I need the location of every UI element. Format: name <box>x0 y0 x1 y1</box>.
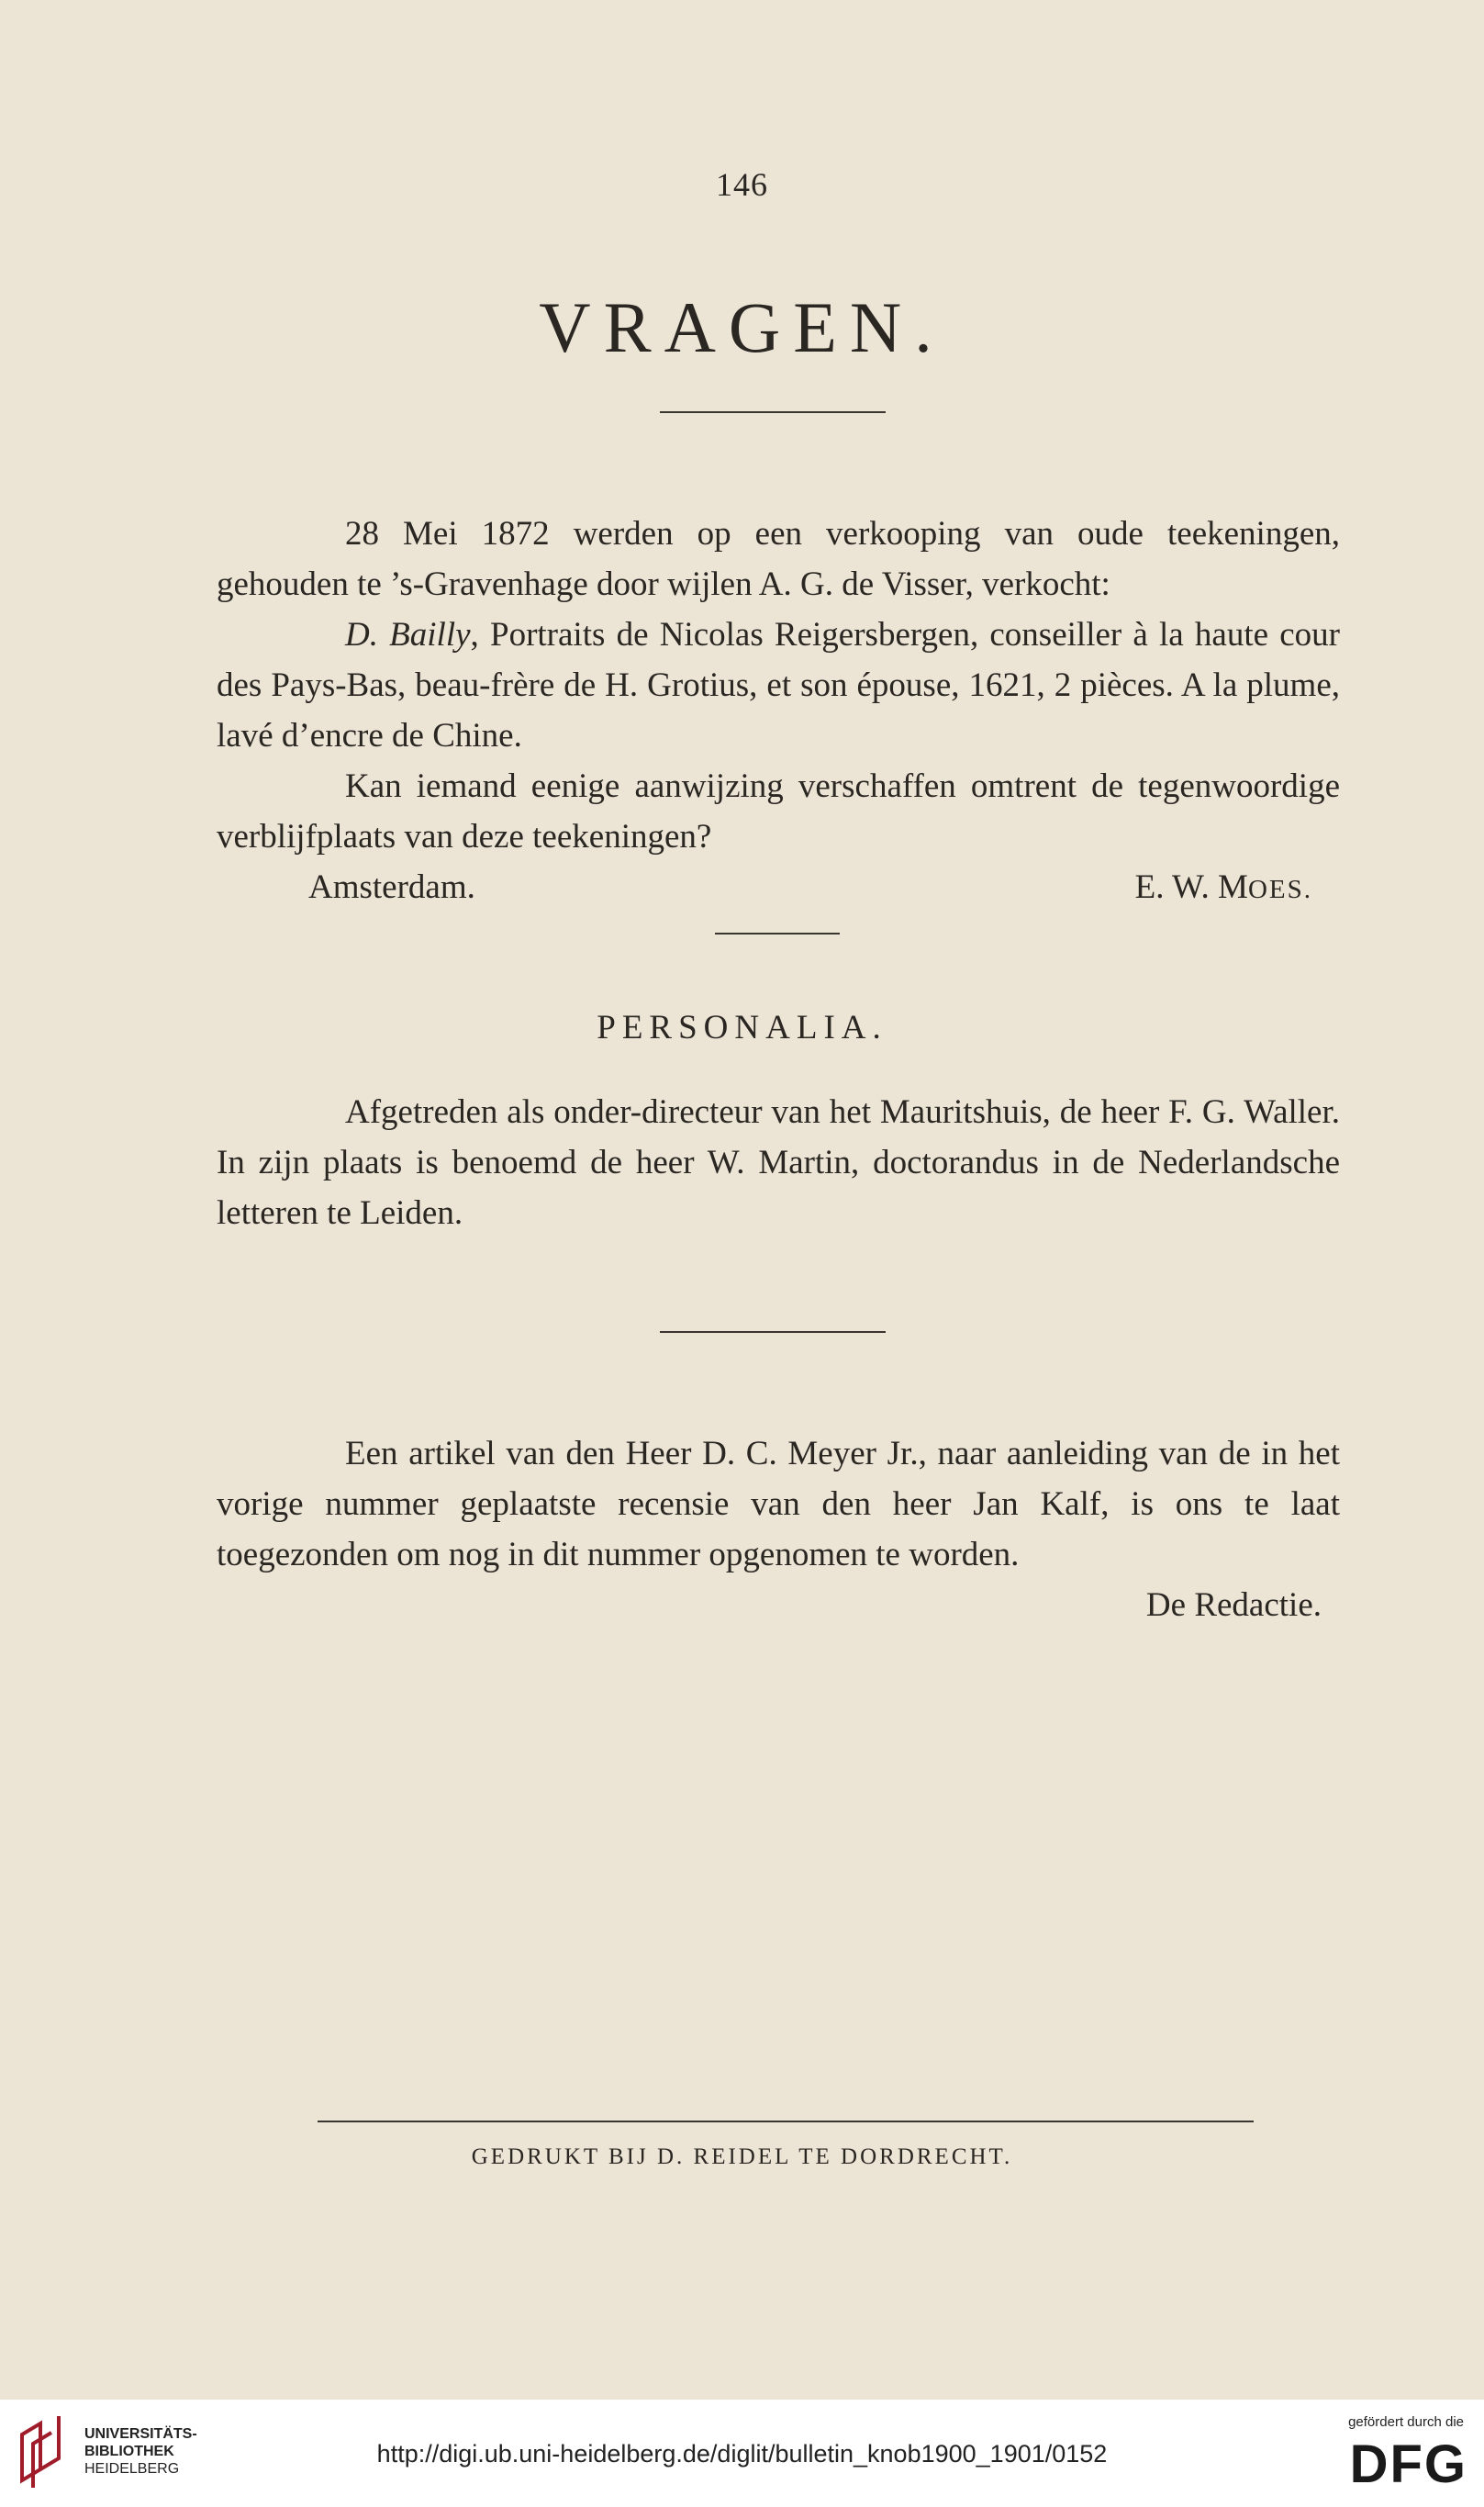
signature-initials: E. W. M <box>1134 868 1248 906</box>
signature-surname-rest: OES. <box>1247 875 1312 904</box>
signature-place: Amsterdam. <box>308 868 475 906</box>
viewer-footer-bar <box>0 2400 1484 2507</box>
footer-rule-top <box>318 2121 1254 2122</box>
notice-paragraph: Een artikel van den Heer D. C. Meyer Jr., naar aanleiding van de in het vorige nummer geplaatste recensie van den heer Jan Kalf, is ons te laat toegezonden om nog in dit nummer opgenomen te worden. <box>217 1435 1340 1573</box>
item-description: , Portraits de Nicolas Reigersbergen, conseiller à la haute cour des Pays-Bas, beau-frère de H. Grotius, et son épouse, 1621, 2 pièces. A la plume, lavé d’encre de Chine. <box>217 616 1340 755</box>
signature-name <box>1135 862 1340 915</box>
section-divider <box>660 1331 886 1333</box>
section-title-vragen: VRAGEN. <box>539 287 945 367</box>
dfg-logo: DFG <box>1349 2434 1467 2494</box>
vragen-body <box>217 509 1340 915</box>
section-divider <box>715 933 840 935</box>
library-name-line: BIBLIOTHEK <box>84 2444 174 2459</box>
vragen-paragraph: 28 Mei 1872 werden op een verkooping van oude teekeningen, gehouden te ’s-Gravenhage door wijlen A. G. de Visser, verkocht: <box>217 515 1340 603</box>
personalia-paragraph: Afgetreden als onder-directeur van het Mauritshuis, de heer F. G. Waller. In zijn plaats is benoemd de heer W. Martin, doctorandus in de Nederlandsche letteren te Leiden. <box>217 1093 1340 1232</box>
title-divider <box>660 411 886 413</box>
page-number: 146 <box>716 166 768 203</box>
notice-body <box>217 1428 1340 1630</box>
funder-label: gefördert durch die <box>1348 2414 1464 2430</box>
library-name-line: HEIDELBERG <box>84 2461 180 2477</box>
section-title-personalia: PERSONALIA. <box>597 1009 887 1046</box>
vragen-question: Kan iemand eenige aanwijzing verschaffen omtrent de tegenwoordige verblijfplaats van deze teekeningen? <box>217 767 1340 856</box>
item-author: D. Bailly <box>345 616 471 654</box>
printer-imprint: GEDRUKT BIJ D. REIDEL TE DORDRECHT. <box>471 2144 1013 2169</box>
notice-signature: De Redactie. <box>1145 1586 1322 1624</box>
vragen-signature-row <box>217 862 1340 915</box>
permalink-url[interactable]: http://digi.ub.uni-heidelberg.de/diglit/bulletin_knob1900_1901/0152 <box>376 2440 1108 2468</box>
library-name-line: UNIVERSITÄTS- <box>84 2426 197 2442</box>
personalia-body <box>217 1087 1340 1238</box>
vragen-item <box>217 610 1340 761</box>
